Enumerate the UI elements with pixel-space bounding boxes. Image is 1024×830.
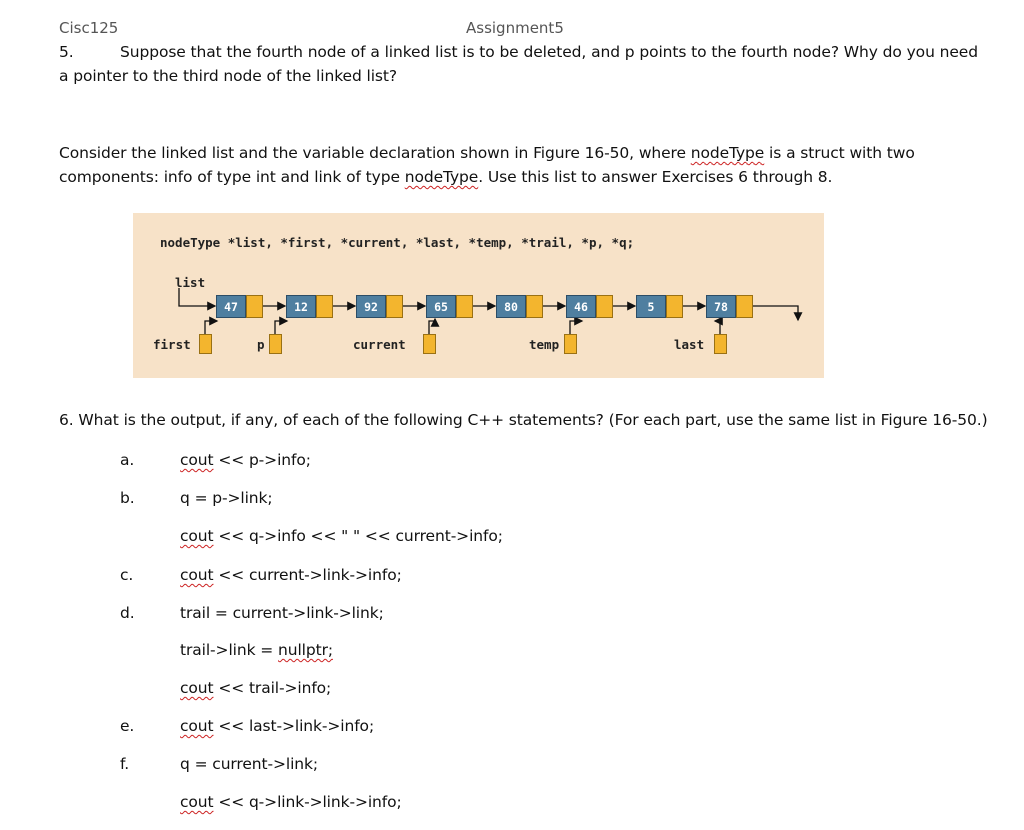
node-info: 65 [426,295,456,318]
question6-prompt: 6. What is the output, if any, of each of the following C++ statements? (For each part, use the same list in Figure 16-50.) [59,411,988,429]
code-line: trail->link = nullptr; [180,641,333,659]
part-label: d. [120,604,135,622]
node-link [596,295,613,318]
intro-line1: Consider the linked list and the variable declaration shown in Figure 16-50, where nodeType is a struct with two [59,144,915,162]
code-line: cout << last->link->info; [180,717,375,735]
node-info: 5 [636,295,666,318]
code-line: cout << current->link->info; [180,566,402,584]
code-line: cout << p->info; [180,451,311,469]
question5-text-line1: Suppose that the fourth node of a linked list is to be deleted, and p points to the fourth node? Why do you need [120,43,978,61]
list-node [496,295,543,318]
code-line: q = p->link; [180,489,273,507]
part-label: e. [120,717,135,735]
course-code: Cisc125 [59,19,119,37]
null-arrow [753,306,798,320]
part-label: f. [120,755,130,773]
part-label: c. [120,566,134,584]
current-label: current [353,337,406,352]
cout-keyword: cout [180,527,214,545]
p-label: p [257,337,265,352]
node-link [246,295,263,318]
cout-keyword: cout [180,679,214,697]
first-label: first [153,337,191,352]
cout-keyword: cout [180,451,214,469]
cout-keyword: cout [180,717,214,735]
cout-keyword: cout [180,793,214,811]
part-label: b. [120,489,135,507]
assignment-title: Assignment5 [466,19,564,37]
question5-text-line2: a pointer to the third node of the linked list? [59,67,398,85]
node-link [526,295,543,318]
node-link [666,295,683,318]
last-label: last [674,337,705,352]
node-info: 12 [286,295,316,318]
node-info: 80 [496,295,526,318]
list-node [566,295,613,318]
node-link [386,295,403,318]
linked-list-figure [133,213,824,378]
list-node [636,295,683,318]
node-link [316,295,333,318]
current-pointer-box [423,334,436,354]
temp-label: temp [529,337,560,352]
code-line: q = current->link; [180,755,319,773]
intro-line2: components: info of type int and link of type nodeType. Use this list to answer Exercises 6 through 8. [59,168,833,186]
list-node [216,295,263,318]
list-node [706,295,753,318]
part-label: a. [120,451,135,469]
list-arrow [179,288,215,306]
nodetype-word: nodeType [404,168,479,186]
first-pointer-box [199,334,212,354]
code-line: cout << q->info << " " << current->info; [180,527,503,545]
code-line: cout << q->link->link->info; [180,793,402,811]
question5-number: 5. [59,43,74,61]
nullptr-keyword: nullptr; [278,641,333,659]
list-label: list [175,275,206,290]
list-node [286,295,333,318]
node-info: 47 [216,295,246,318]
node-info: 46 [566,295,596,318]
p-pointer-box [269,334,282,354]
nodetype-word: nodeType [690,144,765,162]
list-node [356,295,403,318]
node-link [736,295,753,318]
node-info: 92 [356,295,386,318]
node-info: 78 [706,295,736,318]
cout-keyword: cout [180,566,214,584]
code-line: cout << trail->info; [180,679,332,697]
node-link [456,295,473,318]
code-line: trail = current->link->link; [180,604,384,622]
list-node [426,295,473,318]
last-pointer-box [714,334,727,354]
declaration-code: nodeType *list, *first, *current, *last, *temp, *trail, *p, *q; [160,235,635,250]
temp-pointer-box [564,334,577,354]
